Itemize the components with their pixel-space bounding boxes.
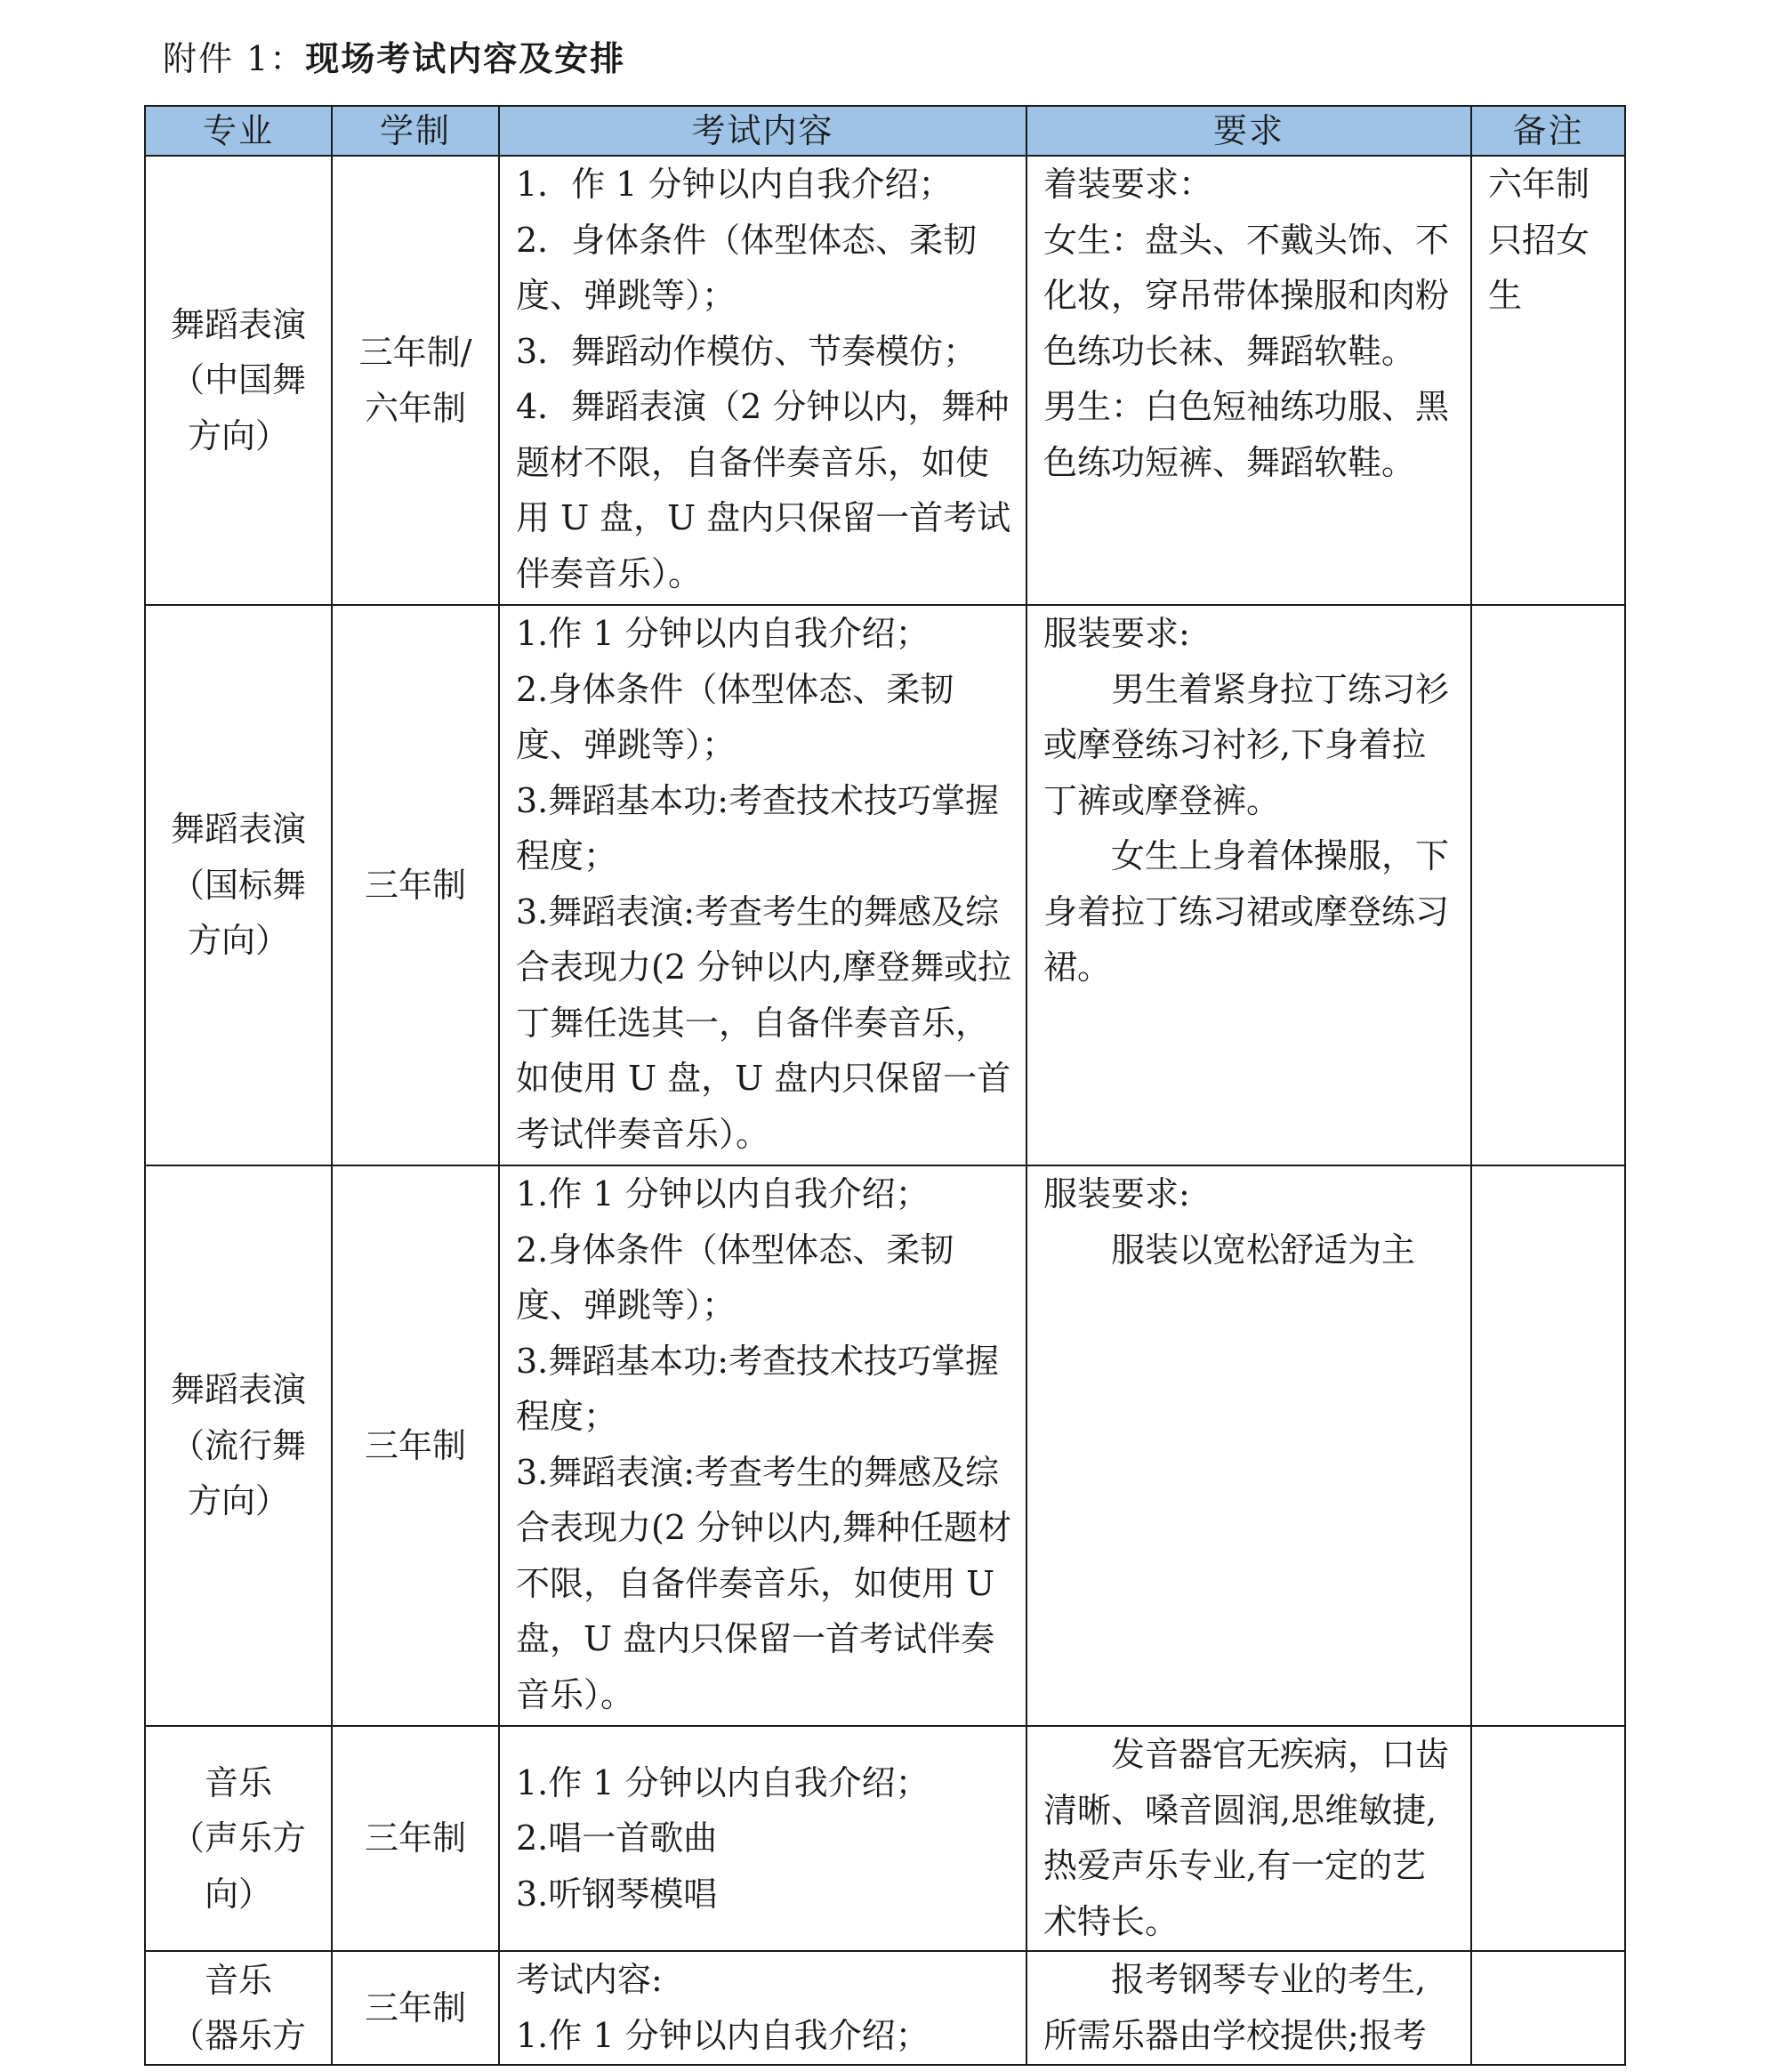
duration-cell: 三年制 (332, 1726, 499, 1951)
table-header-row (145, 106, 1625, 156)
title-prefix: 附件 1： (163, 39, 306, 78)
requirements-cell: 着装要求： 女生：盘头、不戴头饰、不化妆，穿吊带体操服和肉粉色练功长袜、舞蹈软鞋。 男生：白色短袖练功服、黑色练功短裤、舞蹈软鞋。 (1026, 156, 1471, 605)
exam-arrangement-table (144, 105, 1626, 2066)
duration-cell: 三年制 (332, 1165, 499, 1726)
table-row (145, 1165, 1625, 1726)
header-major: 专业 (145, 106, 332, 156)
table-row (145, 1951, 1625, 2065)
requirements-cell: 服装要求: 服装以宽松舒适为主 (1026, 1165, 1471, 1726)
notes-cell (1471, 605, 1625, 1165)
table-row (145, 156, 1625, 605)
duration-cell: 三年制/ 六年制 (332, 156, 499, 605)
requirements-cell: 服装要求: 男生着紧身拉丁练习衫或摩登练习衬衫,下身着拉丁裤或摩登裤。 女生上身着体操服，下身着拉丁练习裙或摩登练习裙。 (1026, 605, 1471, 1165)
notes-cell: 六年制只招女生 (1471, 156, 1625, 605)
notes-cell (1471, 1951, 1625, 2065)
title-main: 现场考试内容及安排 (305, 38, 626, 78)
header-content: 考试内容 (499, 106, 1026, 156)
header-duration: 学制 (332, 106, 499, 156)
major-cell: 舞蹈表演 （中国舞 方向） (145, 156, 332, 605)
notes-cell (1471, 1165, 1625, 1726)
table-row (145, 605, 1625, 1165)
major-cell: 音乐 （器乐方 (145, 1951, 332, 2065)
duration-cell: 三年制 (332, 1951, 499, 2065)
requirements-cell: 发音器官无疾病，口齿清晰、嗓音圆润,思维敏捷,热爱声乐专业,有一定的艺术特长。 (1026, 1726, 1471, 1951)
requirements-cell: 报考钢琴专业的考生,所需乐器由学校提供;报考 (1026, 1951, 1471, 2065)
duration-cell: 三年制 (332, 605, 499, 1165)
major-cell: 舞蹈表演 （流行舞 方向） (145, 1165, 332, 1726)
content-cell: 1.作 1 分钟以内自我介绍； 2.身体条件（体型体态、柔韧度、弹跳等）； 3.舞蹈基本功:考查技术技巧掌握程度； 3.舞蹈表演:考查考生的舞感及综合表现力(2 分钟以内,舞种任题材不限，自备伴奏音乐，如使用 U 盘，U 盘内只保留一首考试伴奏音乐）。 (499, 1165, 1026, 1726)
major-cell: 舞蹈表演 （国标舞 方向） (145, 605, 332, 1165)
content-cell: 1.作 1 分钟以内自我介绍； 2.唱一首歌曲 3.听钢琴模唱 (499, 1726, 1026, 1951)
table-row (145, 1726, 1625, 1951)
content-cell: 1．作 1 分钟以内自我介绍； 2．身体条件（体型体态、柔韧度、弹跳等）； 3．舞蹈动作模仿、节奏模仿； 4．舞蹈表演（2 分钟以内，舞种题材不限，自备伴奏音乐，如使用 U 盘，U 盘内只保留一首考试伴奏音乐）。 (499, 156, 1026, 605)
content-cell: 考试内容: 1.作 1 分钟以内自我介绍； (499, 1951, 1026, 2065)
header-notes: 备注 (1471, 106, 1625, 156)
document-title (163, 32, 625, 85)
notes-cell (1471, 1726, 1625, 1951)
header-requirements: 要求 (1026, 106, 1471, 156)
content-cell: 1.作 1 分钟以内自我介绍； 2.身体条件（体型体态、柔韧度、弹跳等）； 3.舞蹈基本功:考查技术技巧掌握程度； 3.舞蹈表演:考查考生的舞感及综合表现力(2 分钟以内,摩登舞或拉丁舞任选其一，自备伴奏音乐，如使用 U 盘，U 盘内只保留一首考试伴奏音乐）。 (499, 605, 1026, 1165)
major-cell: 音乐 （声乐方 向） (145, 1726, 332, 1951)
